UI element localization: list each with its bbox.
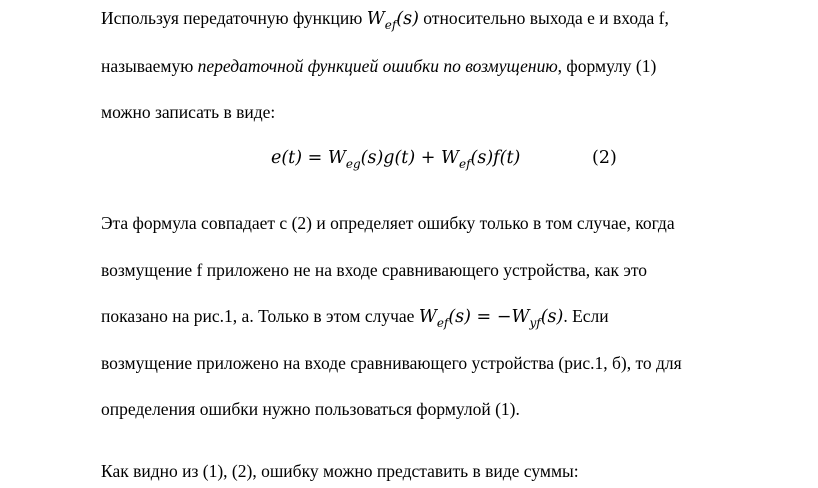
math-symbol: W xyxy=(511,307,530,327)
math-argument: (s) xyxy=(540,307,564,327)
text: . Если xyxy=(563,306,609,326)
math-subscript: yf xyxy=(529,316,541,330)
math-subscript: ef xyxy=(436,316,449,330)
paragraph-1-line-1 xyxy=(101,7,669,31)
paragraph-2-line-5 xyxy=(101,398,520,420)
text: Используя передаточную функцию xyxy=(101,8,367,28)
text: , формулу (1) xyxy=(557,56,657,76)
text: определения ошибки нужно пользоваться формулой (1). xyxy=(101,399,520,419)
paragraph-2-line-1 xyxy=(101,212,675,234)
text: показано на рис.1, а. Только в этом случае xyxy=(101,306,419,326)
math-symbol: W xyxy=(418,307,437,327)
text: Как видно из (1), (2), ошибку можно представить в виде суммы: xyxy=(101,461,579,481)
equation-number: (2) xyxy=(592,148,617,168)
math-subscript: ef xyxy=(384,18,397,32)
math-subscript: eg xyxy=(345,157,361,171)
text: называемую xyxy=(101,56,198,76)
eq-term: (s)f(t) xyxy=(470,148,521,168)
text: возмущение приложено на входе сравнивающего устройства (рис.1, б), то для xyxy=(101,353,682,373)
paragraph-2-line-2 xyxy=(101,259,647,281)
math-symbol: W xyxy=(327,148,346,168)
text: можно записать в виде: xyxy=(101,102,276,122)
emphasis-term: передаточной функцией ошибки по возмущению xyxy=(197,56,558,76)
math-subscript: ef xyxy=(458,157,471,171)
paragraph-2-line-3 xyxy=(101,305,609,329)
text: Эта формула совпадает с (2) и определяет ошибку только в том случае, когда xyxy=(101,213,675,233)
math-symbol: W xyxy=(366,9,385,29)
math-argument: (s) xyxy=(396,9,419,29)
paragraph-1-line-2 xyxy=(101,55,656,77)
paragraph-2-line-4 xyxy=(101,352,682,374)
equation-2 xyxy=(271,146,520,171)
text: возмущение f приложено не на входе сравнивающего устройства, как это xyxy=(101,260,648,280)
paragraph-3-line-1 xyxy=(101,460,579,482)
paragraph-1-line-3 xyxy=(101,101,275,123)
math-operator: (s) = − xyxy=(448,307,512,327)
eq-lhs: e(t) = xyxy=(271,148,328,168)
eq-term: (s)g(t) + xyxy=(360,148,441,168)
text: относительно выхода e и входа f, xyxy=(418,8,669,28)
math-symbol: W xyxy=(440,148,459,168)
